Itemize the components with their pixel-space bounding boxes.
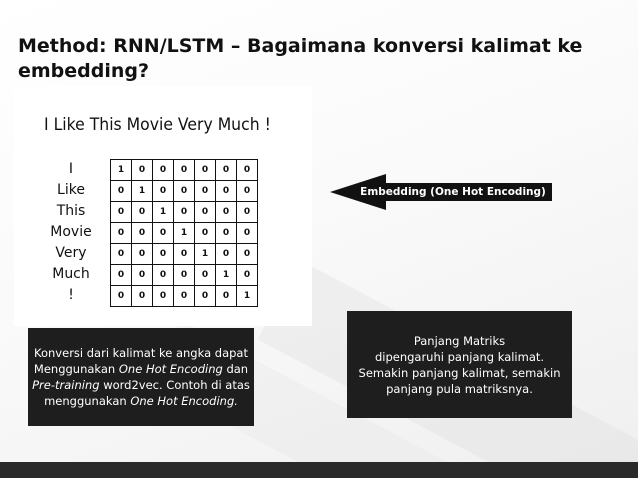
text-line: panjang pula matriksnya.	[386, 381, 533, 396]
matrix-row	[111, 223, 258, 244]
matrix-cell: 0	[132, 265, 153, 286]
matrix-cell: 0	[153, 223, 174, 244]
word-label: Very	[55, 245, 87, 261]
matrix-cell: 0	[132, 160, 153, 181]
word-label: I	[68, 161, 74, 177]
matrix-cell: 0	[132, 202, 153, 223]
matrix-cell: 0	[132, 244, 153, 265]
word-label: This	[56, 203, 86, 219]
matrix-cell: 0	[153, 244, 174, 265]
text-fragment: dan	[222, 362, 249, 376]
matrix-cell: 0	[153, 286, 174, 307]
matrix-cell: 0	[111, 202, 132, 223]
arrow-label: Embedding (One Hot Encoding)	[360, 186, 546, 198]
matrix-cell: 0	[153, 265, 174, 286]
matrix-cell: 0	[216, 223, 237, 244]
matrix-row	[111, 286, 258, 307]
text-line: Semakin panjang kalimat, semakin	[358, 365, 561, 380]
text-emphasis: One Hot Encoding.	[130, 394, 238, 408]
matrix-row	[111, 181, 258, 202]
matrix-row	[111, 265, 258, 286]
figure-sentence: I Like This Movie Very Much !	[44, 115, 271, 135]
matrix-cell: 0	[216, 160, 237, 181]
text-line: Konversi dari kalimat ke angka dapat	[34, 346, 248, 360]
slide-title-line: Method: RNN/LSTM – Bagaimana konversi kalimat ke	[18, 35, 583, 57]
one-hot-figure	[14, 86, 312, 326]
matrix-cell: 0	[174, 286, 195, 307]
text-fragment: menggunakan	[44, 394, 131, 408]
matrix-cell: 1	[111, 160, 132, 181]
matrix-cell: 0	[195, 202, 216, 223]
matrix-row	[111, 160, 258, 181]
matrix-cell: 0	[132, 223, 153, 244]
matrix-cell: 0	[111, 223, 132, 244]
slide-title	[18, 34, 618, 84]
matrix-cell: 1	[195, 244, 216, 265]
footer-bar	[0, 462, 638, 478]
matrix-cell: 0	[195, 286, 216, 307]
explanation-text	[32, 345, 250, 409]
matrix-cell: 0	[111, 244, 132, 265]
word-list	[42, 159, 100, 306]
matrix-cell: 0	[237, 244, 258, 265]
matrix-cell: 0	[195, 160, 216, 181]
matrix-cell: 0	[216, 244, 237, 265]
word-label: Movie	[50, 224, 92, 240]
matrix-cell: 0	[237, 202, 258, 223]
text-fragment: Menggunakan	[33, 362, 119, 376]
matrix-cell: 0	[237, 181, 258, 202]
matrix-cell: 0	[216, 286, 237, 307]
matrix-cell: 0	[153, 181, 174, 202]
text-line: dipengaruhi panjang kalimat.	[374, 349, 545, 364]
matrix-cell: 1	[174, 223, 195, 244]
explanation-box-left	[28, 328, 254, 426]
explanation-box-right	[347, 311, 572, 418]
matrix-cell: 0	[174, 202, 195, 223]
matrix-cell: 0	[216, 202, 237, 223]
matrix-cell: 0	[237, 265, 258, 286]
matrix-cell: 0	[174, 160, 195, 181]
matrix-cell: 0	[237, 223, 258, 244]
matrix-cell: 0	[111, 181, 132, 202]
matrix-cell: 0	[237, 160, 258, 181]
matrix-cell: 0	[216, 181, 237, 202]
matrix-cell: 0	[195, 223, 216, 244]
matrix-cell: 0	[174, 181, 195, 202]
matrix-cell: 1	[132, 181, 153, 202]
matrix-cell: 0	[153, 160, 174, 181]
slide-title-line: embedding?	[18, 60, 150, 82]
text-line: Panjang Matriks	[413, 333, 506, 348]
one-hot-matrix	[110, 159, 258, 307]
text-emphasis: Pre-training	[32, 378, 100, 392]
matrix-row	[111, 202, 258, 223]
matrix-cell: 0	[111, 286, 132, 307]
word-label: Like	[57, 182, 85, 198]
word-label: !	[68, 287, 74, 303]
matrix-row	[111, 244, 258, 265]
text-fragment: word2vec. Contoh di atas	[99, 378, 250, 392]
matrix-cell: 0	[174, 244, 195, 265]
matrix-cell: 0	[195, 265, 216, 286]
explanation-text	[353, 333, 566, 397]
matrix-cell: 1	[153, 202, 174, 223]
matrix-cell: 1	[237, 286, 258, 307]
matrix-cell: 0	[195, 181, 216, 202]
matrix-cell: 0	[132, 286, 153, 307]
text-emphasis: One Hot Encoding	[118, 362, 223, 376]
matrix-cell: 0	[174, 265, 195, 286]
matrix-cell: 1	[216, 265, 237, 286]
matrix-cell: 0	[111, 265, 132, 286]
word-label: Much	[52, 266, 90, 282]
